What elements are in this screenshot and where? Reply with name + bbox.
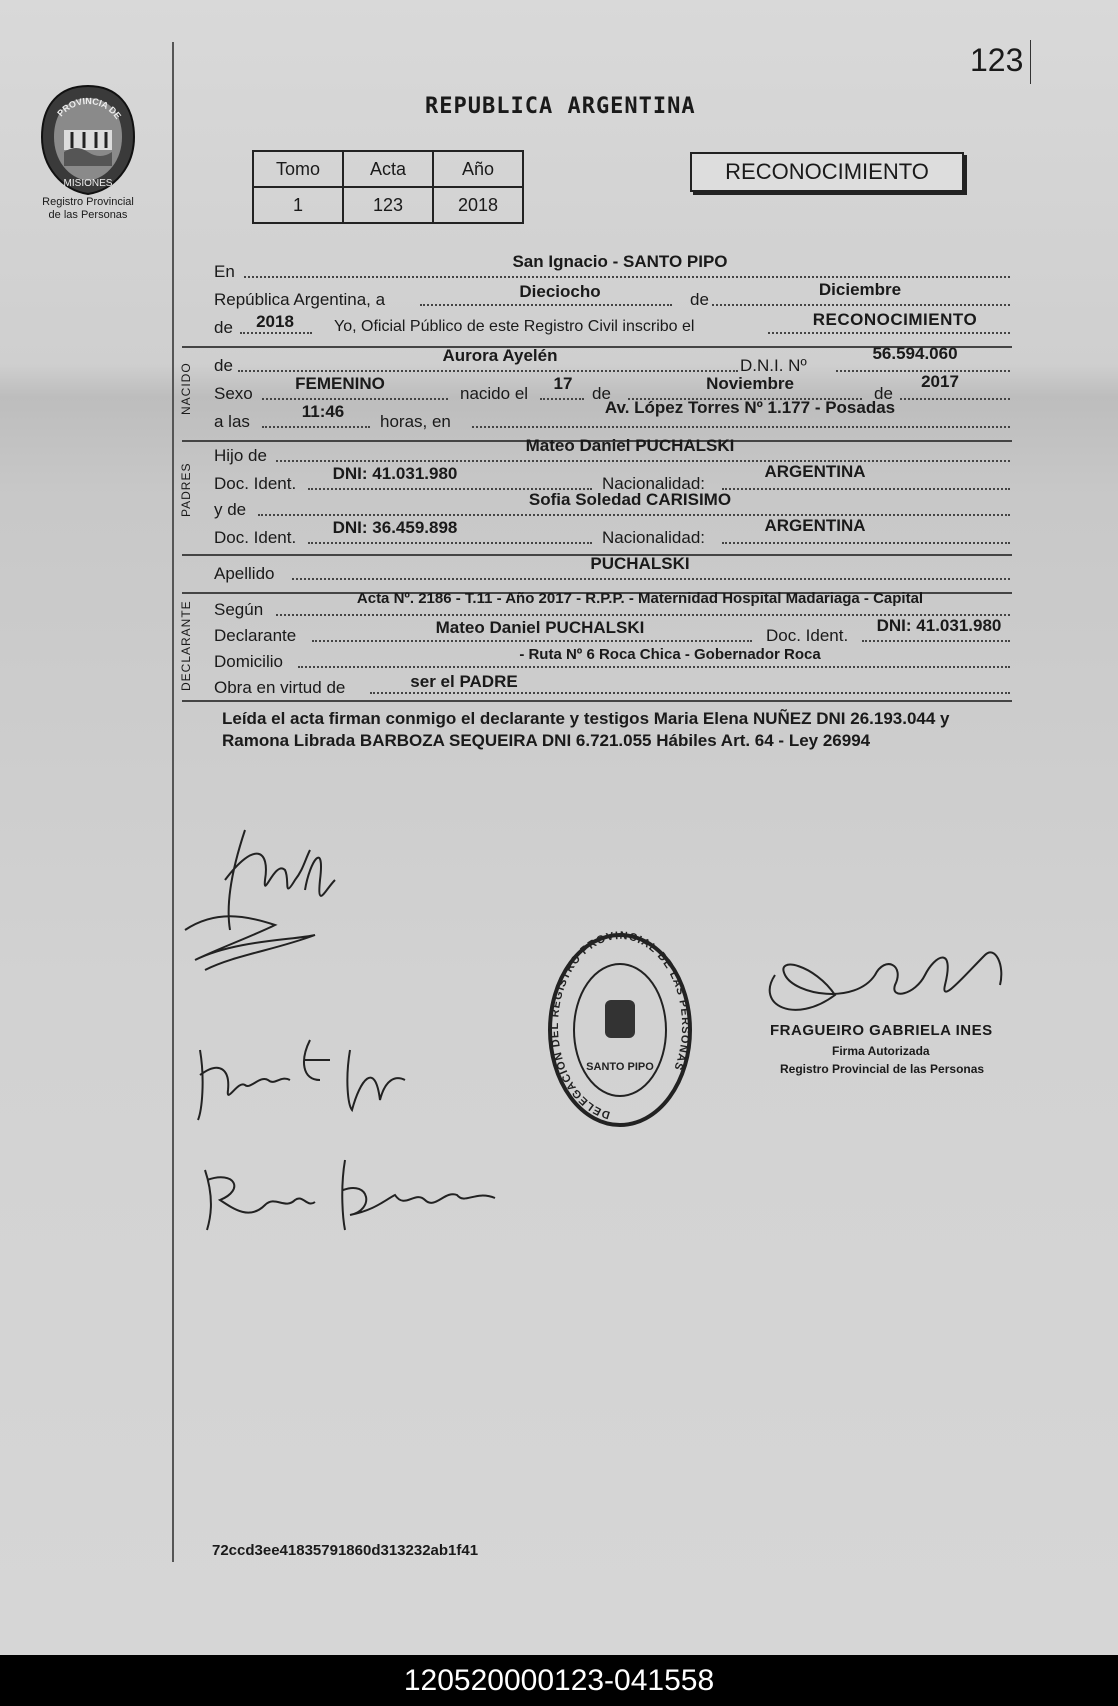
page-title: REPUBLICA ARGENTINA — [425, 94, 696, 119]
dotted-line — [240, 332, 312, 334]
closing-paragraph: Leída el acta firman conmigo el declarante y testigos Maria Elena NUÑEZ DNI 26.193.044 y Ramona Librada BARBOZA SEQUEIRA DNI 6.721.055 Hábiles Art. 64 - Ley 26994 — [222, 709, 950, 750]
obra-label: Obra en virtud de — [214, 678, 346, 697]
header-acta: Acta — [343, 151, 433, 187]
nacionalidad-label: Nacionalidad: — [602, 474, 706, 493]
dotted-line — [244, 276, 1010, 278]
page-number-rule — [1030, 40, 1031, 84]
birth-place: Av. López Torres Nº 1.177 - Posadas — [604, 398, 896, 417]
svg-text:SANTO PIPO: SANTO PIPO — [586, 1061, 654, 1073]
value-anio: 2018 — [433, 187, 523, 223]
header-tomo: Tomo — [253, 151, 343, 187]
doc-ident-label: Doc. Ident. — [766, 626, 849, 645]
registry-seal-icon — [545, 930, 695, 1130]
dotted-line — [722, 542, 1010, 544]
dotted-line — [258, 514, 1010, 516]
inscribo-label: Yo, Oficial Público de este Registro Civil inscribo el — [334, 318, 695, 335]
domicilio-label: Domicilio — [214, 652, 283, 671]
sexo-label: Sexo — [214, 384, 253, 403]
logo-caption — [18, 196, 158, 222]
apellido-value: PUCHALSKI — [590, 554, 690, 573]
child-name: Aurora Ayelén — [442, 346, 558, 365]
alas-label: a las — [214, 412, 250, 431]
doc-type-box: RECONOCIMIENTO — [690, 152, 964, 192]
dotted-line — [370, 692, 1010, 694]
dotted-line — [420, 304, 672, 306]
birth-day: 17 — [553, 374, 573, 393]
official-role: Firma Autorizada — [832, 1044, 930, 1058]
doc-ident-label: Doc. Ident. — [214, 528, 297, 547]
dotted-line — [308, 542, 592, 544]
day-value: Dieciocho — [519, 282, 601, 301]
en-label: En — [214, 262, 235, 281]
birth-time: 11:46 — [301, 402, 345, 421]
value-tomo: 1 — [253, 187, 343, 223]
footer-code: 120520000123-041558 — [0, 1655, 1118, 1706]
dotted-line — [262, 398, 448, 400]
padres-section-label: PADRES — [179, 462, 193, 517]
dotted-line — [768, 332, 1010, 334]
svg-text:PROVINCIA DE: PROVINCIA DE — [55, 95, 124, 121]
obra-value: ser el PADRE — [410, 672, 518, 691]
horas-label: horas, en — [380, 412, 451, 431]
svg-text:DELEGACION DEL REGISTRO PROVIN: DELEGACION DEL REGISTRO PROVINCIAL DE LAS PERSONAS — [549, 930, 692, 1121]
dotted-line — [862, 640, 1010, 642]
record-table — [252, 150, 524, 224]
republica-label: República Argentina, a — [214, 290, 386, 309]
mother-name: Sofia Soledad CARISIMO — [528, 490, 732, 509]
dotted-line — [262, 426, 370, 428]
section-rule — [182, 700, 1012, 702]
nacido-label: nacido el — [460, 384, 529, 403]
dotted-line — [238, 370, 738, 372]
father-nationality: ARGENTINA — [764, 462, 866, 481]
sexo-value: FEMENINO — [295, 374, 385, 393]
dni-label: D.N.I. Nº — [740, 356, 807, 375]
dotted-line — [276, 460, 1010, 462]
declarante-section-label: DECLARANTE — [179, 600, 193, 691]
segun-label: Según — [214, 600, 264, 619]
dotted-line — [712, 304, 1010, 306]
official-signature-icon — [755, 915, 1015, 1025]
declarante-label: Declarante — [214, 626, 297, 645]
witness-barboza-signature-icon — [195, 1150, 515, 1240]
birth-year: 2017 — [921, 372, 959, 391]
logo-caption-line2: de las Personas — [48, 209, 128, 221]
birth-month: Noviembre — [706, 374, 794, 393]
nacido-section-label: NACIDO — [179, 362, 193, 415]
value-acta: 123 — [343, 187, 433, 223]
hijo-label: Hijo de — [214, 446, 267, 465]
domicilio-value: - Ruta Nº 6 Roca Chica - Gobernador Roca — [519, 646, 821, 663]
dotted-line — [312, 640, 752, 642]
father-name: Mateo Daniel PUCHALSKI — [525, 436, 735, 455]
svg-text:MISIONES: MISIONES — [63, 178, 113, 189]
page-number: 123 — [970, 42, 1024, 78]
segun-value: Acta Nº. 2186 - T.11 - Año 2017 - R.P.P. - Maternidad Hospital Madariaga - Capital — [356, 590, 924, 607]
nacionalidad-label: Nacionalidad: — [602, 528, 706, 547]
de-label: de — [214, 318, 233, 337]
document-hash: 72ccd3ee41835791860d313232ab1f41 — [212, 1542, 479, 1559]
mother-doc: DNI: 36.459.898 — [332, 518, 458, 537]
inscribo-value: RECONOCIMIENTO — [812, 310, 978, 329]
logo-caption-line1: Registro Provincial — [42, 196, 134, 208]
coat-of-arms-icon — [38, 82, 138, 197]
record-table-header — [253, 151, 523, 187]
year-value: 2018 — [256, 312, 294, 331]
month-value: Diciembre — [818, 280, 902, 299]
header-anio: Año — [433, 151, 523, 187]
record-table-values — [253, 187, 523, 223]
dotted-line — [298, 666, 1010, 668]
doc-ident-label: Doc. Ident. — [214, 474, 297, 493]
en-value: San Ignacio - SANTO PIPO — [512, 252, 728, 271]
mother-nationality: ARGENTINA — [764, 516, 866, 535]
yde-label: y de — [214, 500, 247, 519]
de-label: de — [592, 384, 611, 403]
declarante-signature-icon — [175, 820, 375, 980]
de-label: de — [214, 356, 233, 375]
child-dni: 56.594.060 — [872, 344, 958, 363]
de-label: de — [874, 384, 893, 403]
declarante-doc: DNI: 41.031.980 — [876, 616, 1002, 635]
father-doc: DNI: 41.031.980 — [332, 464, 458, 483]
official-org: Registro Provincial de las Personas — [780, 1062, 985, 1076]
margin-line — [172, 42, 174, 1562]
apellido-label: Apellido — [214, 564, 275, 583]
witness-nunez-signature-icon — [190, 1020, 420, 1130]
declarante-name: Mateo Daniel PUCHALSKI — [435, 618, 645, 637]
dotted-line — [472, 426, 1010, 428]
official-name: FRAGUEIRO GABRIELA INES — [770, 1022, 993, 1039]
dotted-line — [292, 578, 1010, 580]
de-label: de — [690, 290, 709, 309]
